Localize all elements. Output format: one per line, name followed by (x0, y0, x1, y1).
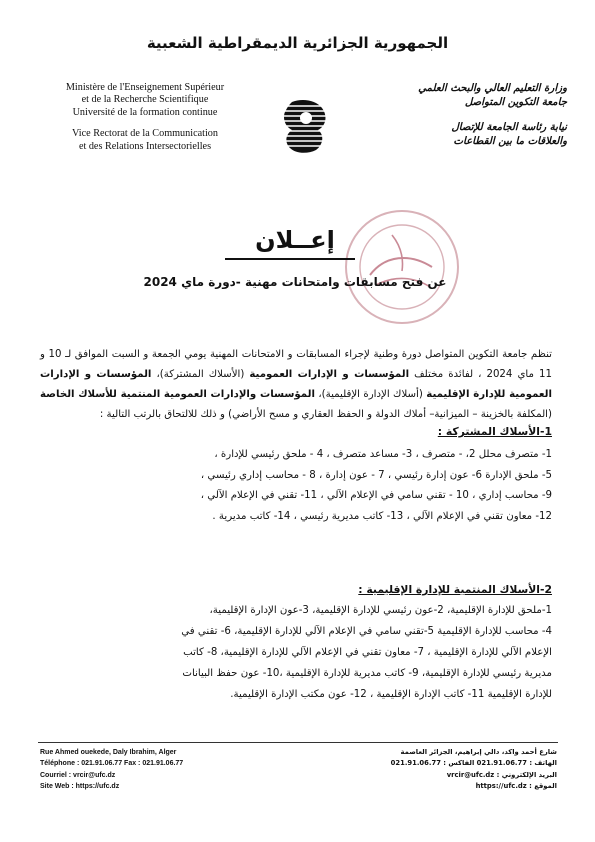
ar-ministry-line: وزارة التعليم العالي والبحث العلمي (418, 83, 567, 94)
footer-website: Site Web : https://ufc.dz (40, 783, 120, 791)
list-item: 9- محاسب إداري ، 10 - تقني سامي في الإعلام الآلي ، 11- تقني في الإعلام الآلي ، (200, 490, 552, 501)
intro-text: تنظم جامعة التكوين المتواصل دورة وطنية لإجراء المسابقات و الامتحانات المهنية يومي الجمعة و السبت الموافق لـ 10 و 11 ماي 2024 ، لفائدة مختلف (40, 349, 553, 380)
footer-address: Rue Ahmed ouekede, Daly Ibrahim, Alger (40, 749, 177, 756)
footer-french-contact (40, 747, 290, 793)
fr-vice-rectorat-line: et des Relations Intersectorielles (78, 140, 212, 152)
list-item: 1-ملحق للإدارة الإقليمية، 2-عون رئيسي للإدارة الإقليمية، 3-عون الإدارة الإقليمية، (209, 605, 552, 616)
list-item: 1- متصرف محلل 2، - متصرف ، 3- مساعد متصرف ، 4 - ملحق رئيسي للإدارة ، (214, 449, 552, 460)
footer-phone: الهاتف : 021.91.06.77 الفاكس : 021.91.06.77 (390, 759, 557, 768)
intro-bold: المؤسسات و الإدارات العمومية (249, 369, 410, 380)
footer-email: البريد الإلكتروني : vrcir@ufc.dz (446, 770, 557, 779)
section1-list (32, 445, 552, 527)
list-item: 12- معاون تقني في الإعلام الآلي ، 13- كاتب مديرية رئيسي ، 14- كاتب مديرية . (212, 510, 552, 522)
official-stamp (340, 205, 465, 330)
footer-divider (38, 742, 558, 743)
french-ministry-header (40, 82, 250, 153)
intro-text: (أسلاك الإدارة الإقليمية)، (314, 389, 427, 400)
fr-vice-rectorat-line: Vice Rectorat de la Communication (72, 128, 218, 140)
ar-vice-rectorat-line: والعلاقات ما بين القطاعات (453, 136, 567, 147)
intro-bold: المؤسسات والإدارات العمومية المنتمية للأسلاك الخاصة (40, 389, 315, 400)
fr-ministry-line: Ministère de l'Enseignement Supérieur (65, 82, 225, 93)
section2-list (32, 600, 552, 705)
list-item: 4- محاسب للإدارة الإقليمية 5-تقني سامي في الإعلام الآلي للإدارة الإقليمية، 6- تقني في (181, 626, 552, 637)
announcement-title: إعــلان (255, 226, 335, 254)
list-item: مديرية رئيسي للإدارة الإقليمية، 9- كاتب مديرية للإدارة الإقليمية ،10- عون حفظ البيانات (182, 668, 552, 679)
ar-vice-rectorat-line: نيابة رئاسة الجامعة للإتصال (451, 122, 567, 133)
university-logo (272, 96, 334, 156)
list-item: 5- ملحق الإدارة 6- عون إدارة رئيسي ، 7 - عون إدارة ، 8 - محاسب إداري رئيسي ، (200, 469, 552, 481)
title-underline (225, 258, 355, 260)
footer-phone: Téléphone : 021.91.06.77 Fax : 021.91.06.77 (40, 760, 184, 768)
section2-heading: 2-الأسلاك المنتمية للإدارة الإقليمية : (358, 583, 552, 596)
announcement-subtitle: عن فتح مسابقات وامتحانات مهنية -دورة ماي 2024 (143, 275, 447, 289)
section1-heading: 1-الأسلاك المشتركة : (437, 425, 552, 438)
arabic-ministry-header (347, 82, 567, 149)
footer-email: Courriel : vrcir@ufc.dz (40, 771, 116, 779)
footer-address: شارع أحمد واكد، دالي إبراهيم، الجزائر العاصمة (400, 748, 557, 756)
intro-text: (الأسلاك المشتركة)، (151, 369, 250, 380)
footer-website: الموقع : https://ufc.dz (475, 782, 557, 791)
list-item: الإعلام الآلي للإدارة الإقليمية ، 7- معاون تقني في الإعلام الآلي للإدارة الإقليمية، 8- كاتب (183, 647, 552, 658)
intro-bold: المؤسسات و الإدارات العمومية للإدارة الإقليمية (40, 369, 552, 400)
republic-heading: الجمهورية الجزائرية الديمقراطية الشعبية (146, 34, 449, 52)
list-item: للإدارة الإقليمية 11- كاتب الإدارة الإقليمية ، 12- عون مكتب الإدارة الإقليمية. (230, 689, 552, 700)
footer-arabic-contact (357, 747, 557, 793)
intro-paragraph (40, 345, 552, 425)
fr-ministry-line: et de la Recherche Scientifique (81, 94, 209, 106)
ar-university-line: جامعة التكوين المتواصل (464, 97, 567, 108)
intro-text: (المكلفة بالخزينة – الميزانية– أملاك الدولة و الحفظ العقاري و مسح الأراضي) و ذلك للالتحاق بالرتب التالية : (99, 409, 552, 420)
fr-university-line: Université de la formation continue (72, 106, 218, 118)
